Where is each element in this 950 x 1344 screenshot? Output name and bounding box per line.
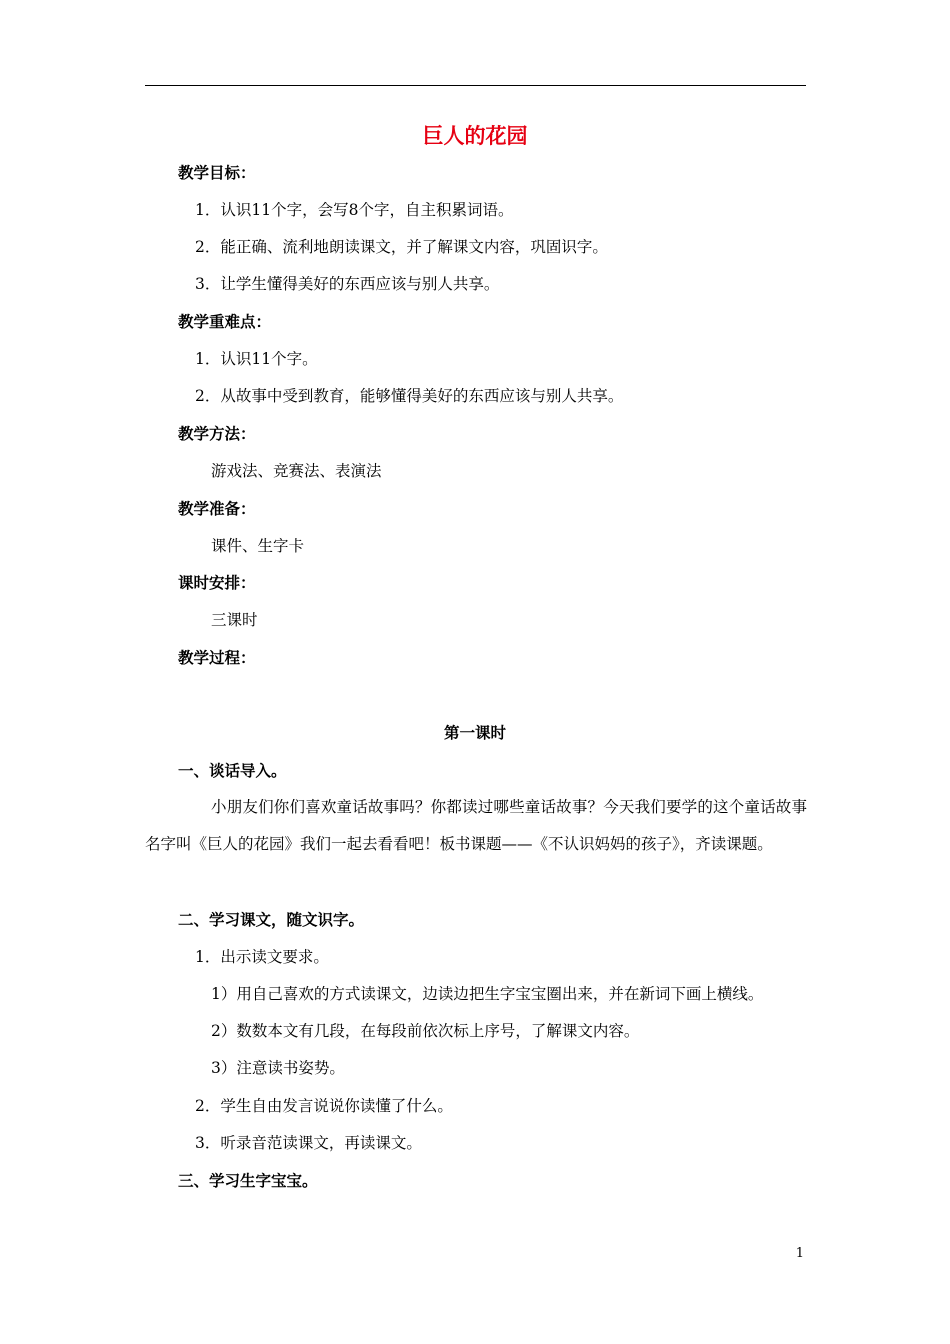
key-points-heading: 教学重难点： [178, 313, 272, 331]
part3-heading: 三、学习生字宝宝。 [178, 1172, 318, 1190]
prep-text: 课件、生字卡 [211, 537, 305, 555]
process-heading: 教学过程： [178, 649, 256, 667]
page-number: 1 [795, 1246, 804, 1261]
lesson-heading: 第一课时 [443, 724, 506, 742]
methods-text: 游戏法、竞赛法、表演法 [211, 462, 382, 480]
part2-item: 1．出示读文要求。 [195, 948, 329, 966]
goals-heading: 教学目标： [178, 164, 256, 182]
document-title: 巨人的花园 [422, 124, 528, 148]
part2-subitem: 1）用自己喜欢的方式读课文，边读边把生字宝宝圈出来，并在新词下画上横线。 [211, 985, 764, 1003]
methods-heading: 教学方法： [178, 425, 256, 443]
key-point-item: 1．认识11个字。 [195, 350, 318, 368]
goal-item: 3．让学生懂得美好的东西应该与别人共享。 [195, 275, 500, 293]
part1-heading: 一、谈话导入。 [178, 762, 287, 780]
part2-item: 2．学生自由发言说说你读懂了什么。 [195, 1097, 453, 1115]
part2-subitem: 3）注意读书姿势。 [211, 1059, 345, 1077]
goal-item: 1．认识11个字，会写8个字，自主积累词语。 [195, 201, 514, 219]
part2-item: 3．听录音范读课文，再读课文。 [195, 1134, 422, 1152]
prep-heading: 教学准备： [178, 500, 256, 518]
schedule-heading: 课时安排： [178, 574, 256, 592]
part2-subitem: 2）数数本文有几段，在每段前依次标上序号，了解课文内容。 [211, 1022, 640, 1040]
goal-item: 2．能正确、流利地朗读课文，并了解课文内容，巩固识字。 [195, 238, 608, 256]
part2-heading: 二、学习课文，随文识字。 [178, 911, 365, 929]
key-point-item: 2．从故事中受到教育，能够懂得美好的东西应该与别人共享。 [195, 387, 624, 405]
part1-paragraph: 小朋友们你们喜欢童话故事吗？你都读过哪些童话故事？今天我们要学的这个童话故事名字叫《巨人的花园》我们一起去看看吧！板书课题——《不认识妈妈的孩子》，齐读课题。 [145, 798, 807, 853]
header-rule [145, 85, 806, 86]
schedule-text: 三课时 [211, 611, 258, 629]
